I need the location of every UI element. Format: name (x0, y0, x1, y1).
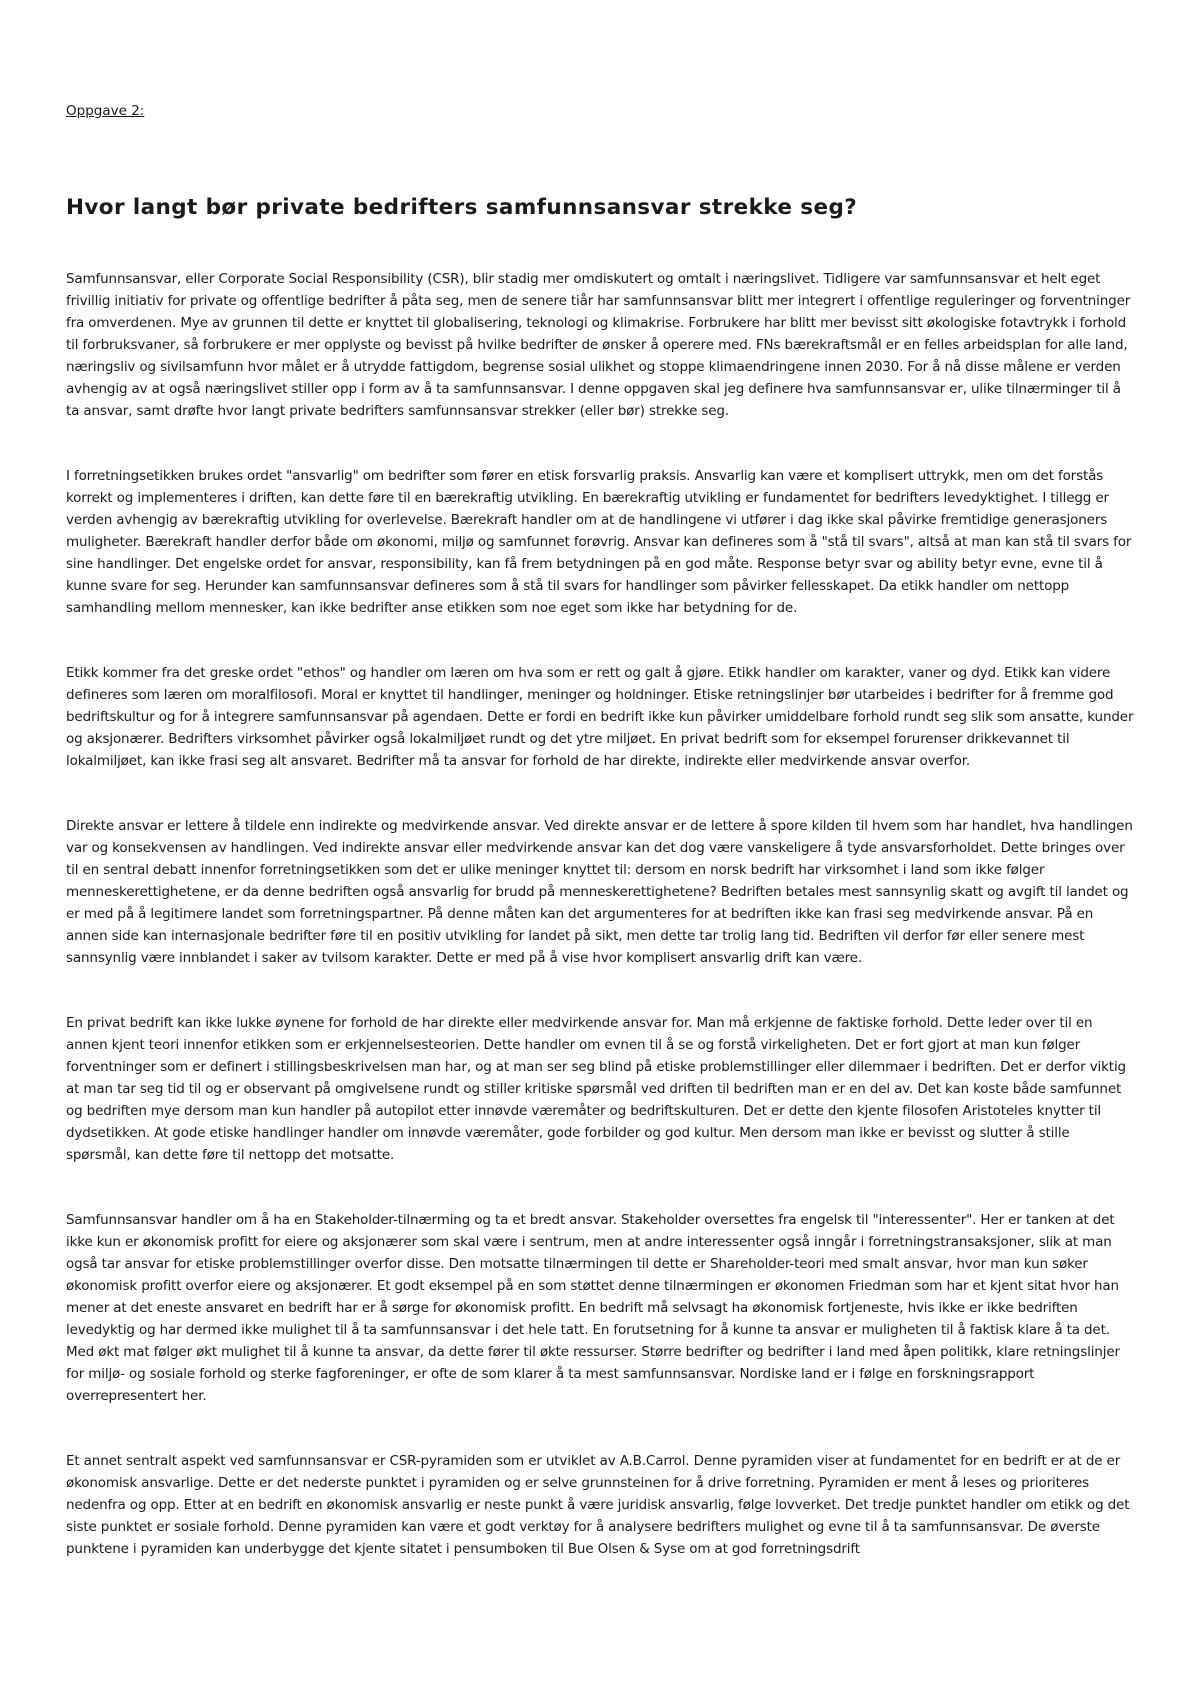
paragraph-responsibility: I forretningsetikken brukes ordet "ansvarlig" om bedrifter som fører en etisk forsvarlig praksis. Ansvarlig kan være et komplisert uttrykk, men om det forstås korrekt og implementeres i driften, kan dette føre til en bærekraftig utvikling. En bærekraftig utvikling er fundamentet for bedrifters levedyktighet. I tillegg er verden avhengig av bærekraftig utvikling for overlevelse. Bærekraft handler om at de handlingene vi utfører i dag ikke skal påvirke fremtidige generasjoners muligheter. Bærekraft handler derfor både om økonomi, miljø og samfunnet forøvrig. Ansvar kan defineres som å "stå til svars", altså at man kan stå til svars for sine handlinger. Det engelske ordet for ansvar, responsibility, kan få frem betydningen på en god måte. Response betyr svar og ability betyr evne, evne til å kunne svare for seg. Herunder kan samfunnsansvar defineres som å stå til svars for handlinger som påvirker fellesskapet. Da etikk handler om nettopp samhandling mellom mennesker, kan ikke bedrifter anse etikken som noe eget som ikke har betydning for de. (66, 468, 1132, 616)
assignment-label: Oppgave 2: (66, 103, 145, 119)
paragraph-csr-pyramid: Et annet sentralt aspekt ved samfunnsansvar er CSR-pyramiden som er utviklet av A.B.Carrol. Denne pyramiden viser at fundamentet for en bedrift er at de er økonomisk ansvarlige. Dette er det nederste punktet i pyramiden og er selve grunnsteinen for å drive forretning. Pyramiden er ment å leses og prioriteres nedenfra og opp. Etter at en bedrift en økonomisk ansvarlig er neste punkt å være juridisk ansvarlig, følge lovverket. Det tredje punktet handler om etikk og det siste punktet er sosiale forhold. Denne pyramiden kan være et godt verktøy for å analysere bedrifters mulighet og evne til å ta samfunnsansvar. De øverste punktene i pyramiden kan underbygge det kjente sitatet i pensumboken til Bue Olsen & Syse om at god forretningsdrift (66, 1453, 1130, 1557)
document-body (66, 268, 1134, 1560)
paragraph-stakeholder: Samfunnsansvar handler om å ha en Stakeholder-tilnærming og ta et bredt ansvar. Stakeholder oversettes fra engelsk til "interessenter". Her er tanken at det ikke kun er økonomisk profitt for eiere og aksjonærer som skal være i sentrum, men at andre interessenter også inngår i forretningstransaksjoner, slik at man også tar ansvar for etiske problemstillinger overfor disse. Den motsatte tilnærmingen til dette er Shareholder-teori med smalt ansvar, hvor man kun søker økonomisk profitt overfor eiere og aksjonærer. Et godt eksempel på en som støttet denne tilnærmingen er økonomen Friedman som har et kjent sitat hvor han mener at det eneste ansvaret en bedrift har er å sørge for økonomisk profitt. En bedrift må selvsagt ha økonomisk fortjeneste, hvis ikke er ikke bedriften levedyktig og har dermed ikke mulighet til å ta samfunnsansvar i det hele tatt. En forutsetning for å kunne ta ansvar er muligheten til å faktisk klare å ta det. Med økt mat følger økt mulighet til å kunne ta ansvar, da dette fører til økte ressurser. Større bedrifter og bedrifter i land med åpen politikk, klare retningslinjer for miljø- og sosiale forhold og sterke fagforeninger, er ofte de som klarer å ta mest samfunnsansvar. Nordiske land er i følge en forskningsrapport overrepresentert her. (66, 1212, 1120, 1404)
document-title: Hvor langt bør private bedrifters samfunnsansvar strekke seg? (66, 195, 858, 220)
paragraph-direct-responsibility: Direkte ansvar er lettere å tildele enn indirekte og medvirkende ansvar. Ved direkte ansvar er de lettere å spore kilden til hvem som har handlet, hva handlingen var og konsekvensen av handlingen. Ved indirekte ansvar eller medvirkende ansvar kan det dog være vanskeligere å tyde ansvarsforholdet. Dette bringes over til en sentral debatt innenfor forretningsetikken som det er ulike meninger knyttet til: dersom en norsk bedrift har virksomhet i land som ikke følger menneskerettighetene, er da denne bedriften også ansvarlig for brudd på menneskerettighetene? Bedriften betales mest sannsynlig skatt og avgift til landet og er med på å legitimere landet som forretningspartner. På denne måten kan det argumenteres for at bedriften ikke kan frasi seg medvirkende ansvar. På en annen side kan internasjonale bedrifter føre til en positiv utvikling for landet på sikt, men dette tar trolig lang tid. Bedriften vil derfor før eller senere mest sannsynlig være innblandet i saker av tvilsom karakter. Dette er med på å vise hvor komplisert ansvarlig drift kan være. (66, 818, 1133, 966)
paragraph-ethics: Etikk kommer fra det greske ordet "ethos" og handler om læren om hva som er rett og galt å gjøre. Etikk handler om karakter, vaner og dyd. Etikk kan videre defineres som læren om moralfilosofi. Moral er knyttet til handlinger, meninger og holdninger. Etiske retningslinjer bør utarbeides i bedrifter for å fremme god bedriftskultur og for å integrere samfunnsansvar på agendaen. Dette er fordi en bedrift ikke kun påvirker umiddelbare forhold rundt seg slik som ansatte, kunder og aksjonærer. Bedrifters virksomhet påvirker også lokalmiljøet rundt og det ytre miljøet. En privat bedrift som for eksempel forurenser drikkevannet til lokalmiljøet, kan ikke frasi seg alt ansvaret. Bedrifter må ta ansvar for forhold de har direkte, indirekte eller medvirkende ansvar overfor. (66, 665, 1134, 769)
paragraph-epistemology: En privat bedrift kan ikke lukke øynene for forhold de har direkte eller medvirkende ansvar for. Man må erkjenne de faktiske forhold. Dette leder over til en annen kjent teori innenfor etikken som er erkjennelsesteorien. Dette handler om evnen til å se og forstå virkeligheten. Det er fort gjort at man kun følger forventninger som er definert i stillingsbeskrivelsen man har, og at man ser seg blind på etiske problemstillinger eller dilemmaer i bedriften. Det er derfor viktig at man tar seg tid til og er observant på omgivelsene rundt og stiller kritiske spørsmål ved driften til bedriften man er en del av. Det kan koste både samfunnet og bedriften mye dersom man kun handler på autopilot etter innøvde væremåter og bedriftskulturen. Det er dette den kjente filosofen Aristoteles knytter til dydsetikken. At gode etiske handlinger handler om innøvde væremåter, gode forbilder og god kultur. Men dersom man ikke er bevisst og slutter å stille spørsmål, kan dette føre til nettopp det motsatte. (66, 1015, 1126, 1163)
paragraph-intro: Samfunnsansvar, eller Corporate Social Responsibility (CSR), blir stadig mer omdiskutert og omtalt i næringslivet. Tidligere var samfunnsansvar et helt eget frivillig initiativ for private og offentlige bedrifter å påta seg, men de senere tiår har samfunnsansvar blitt mer integrert i offentlige reguleringer og forventninger fra omverdenen. Mye av grunnen til dette er knyttet til globalisering, teknologi og klimakrise. Forbrukere har blitt mer bevisst sitt økologiske fotavtrykk i forhold til forbruksvaner, så forbrukere er mer opplyste og bevisst på hvilke bedrifter de ønsker å operere med. FNs bærekraftsmål er en felles arbeidsplan for alle land, næringsliv og sivilsamfunn hvor målet er å utrydde fattigdom, begrense sosial ulikhet og stoppe klimaendringene innen 2030. For å nå disse målene er verden avhengig av at også næringslivet stiller opp i form av å ta samfunnsansvar. I denne oppgaven skal jeg definere hva samfunnsansvar er, ulike tilnærminger til å ta ansvar, samt drøfte hvor langt private bedrifters samfunnsansvar strekker (eller bør) strekke seg. (66, 271, 1131, 419)
